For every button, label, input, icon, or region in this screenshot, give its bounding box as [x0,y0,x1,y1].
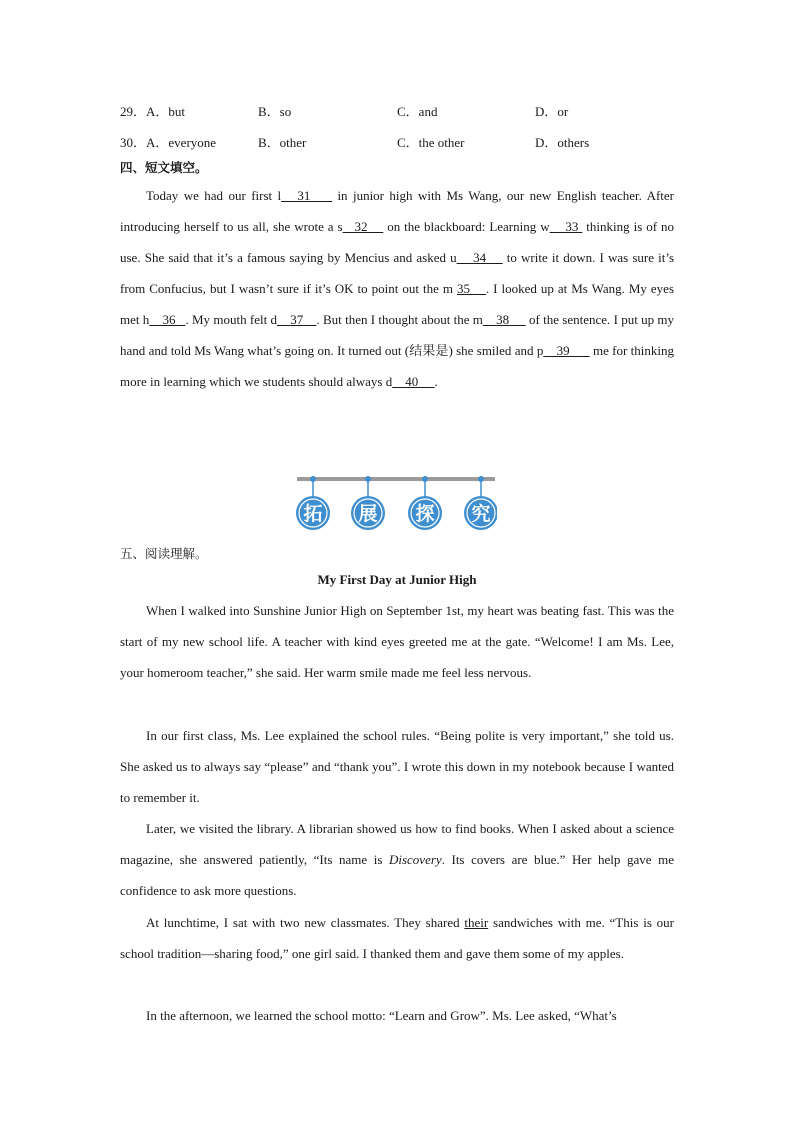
blank-38[interactable] [483,312,526,327]
paragraph-text: Later, we visited the library. A librarian showed us how to find books. When I asked about a science magazine, she answered patiently, “Its name is [120,821,674,867]
option-a[interactable] [120,133,216,153]
section-5-heading: 五、阅读理解。 [120,546,208,561]
paragraph-text: At lunchtime, I sat with two new classmates. They shared [146,915,465,930]
blank-37[interactable] [277,312,316,327]
banner-char: 展 [358,503,378,525]
option-a-text: A．everyone [146,135,217,150]
passage-text: . I looked up at Ms Wang. My eyes met h [120,281,675,327]
blank-number: 34 [473,250,487,265]
cloze-passage [120,180,674,397]
blank-number: 39 [556,343,570,358]
blank-number: 36 [162,312,176,327]
banner-badge-2 [351,476,385,530]
banner-badge-3 [408,476,442,530]
passage-text: thinking is of no use. She said that it’s a famous saying by Mencius and asked u [120,219,675,265]
blank-32[interactable] [343,219,384,234]
reading-paragraph-5: In the afternoon, we learned the school motto: “Learn and Grow”. Ms. Lee asked, “What’s [146,1008,617,1023]
passage-text: on the blackboard: Learning w [383,219,550,234]
blank-number: 33 [565,219,579,234]
underlined-word: their [464,915,489,930]
question-29-options [120,102,680,122]
banner-char: 探 [415,503,435,525]
reading-paragraph-2: In our first class, Ms. Lee explained the school rules. “Being polite is very important,” she told us. She asked us to always say “please” and “thank you”. I wrote this down in my notebook because I wanted to remember it. [120,728,674,805]
reading-paragraph-1: When I walked into Sunshine Junior High on September 1st, my heart was beating fast. This was the start of my new school life. A teacher with kind eyes greeted me at the gate. “Welcome! I am Ms. Lee, your homeroom teacher,” she said. Her warm smile made me feel less nervous. [120,603,674,680]
section-4-heading: 四、短文填空。 [120,160,208,175]
blank-number: 31 [297,188,311,203]
banner-char: 拓 [303,503,323,525]
blank-number: 38 [496,312,510,327]
option-a-text: A．but [146,104,186,119]
blank-35[interactable] [457,281,486,296]
reading-paragraph-4 [120,907,674,969]
passage-text: . [434,374,438,389]
passage-text: . My mouth felt d [185,312,278,327]
passage-text: Today we had our first l [146,188,282,203]
blank-31[interactable] [281,188,332,203]
passage-text: of the sentence. I put up my hand and told Ms Wang what’s going on. It turned out (结果是) she smiled and p [120,312,675,358]
question-number: 30． [120,135,147,150]
option-c[interactable]: C．and [397,104,438,119]
passage-text: me for thinking more in learning which we students should always d [120,343,674,389]
blank-number: 40 [405,374,419,389]
passage-text: to write it down. I was sure it’s from Confucius, but I wasn’t sure if it’s OK to point out the m [120,250,675,296]
extension-banner [295,475,497,531]
banner-char: 究 [471,503,491,525]
option-c[interactable]: C．the other [397,135,465,150]
blank-number: 37 [290,312,304,327]
option-d[interactable]: D．or [535,104,569,119]
passage-title: My First Day at Junior High [317,572,477,587]
question-30-options [120,133,680,153]
paragraph-text: sandwiches with me. “This is our school tradition—sharing food,” one girl said. I thanked them and gave them some of my apples. [120,915,674,961]
option-d[interactable]: D．others [535,135,590,150]
magazine-name: Discovery [388,852,442,867]
banner-badge-1 [296,476,330,530]
passage-text: in junior high with Ms Wang, our new English teacher. After introducing herself to us all, she wrote a s [120,188,675,234]
option-b[interactable]: B．other [258,135,307,150]
reading-paragraph-3 [120,813,674,906]
option-b[interactable]: B．so [258,104,292,119]
paragraph-text: . Its covers are blue.” Her help gave me confidence to ask more questions. [120,852,674,898]
blank-40[interactable] [392,374,434,389]
blank-33[interactable] [550,219,583,234]
banner-badge-4 [464,476,497,530]
blank-number: 35 [456,281,470,296]
blank-number: 32 [354,219,368,234]
option-a[interactable] [120,102,185,122]
blank-36[interactable] [149,312,185,327]
blank-34[interactable] [457,250,503,265]
question-number: 29． [120,104,147,119]
blank-39[interactable] [543,343,589,358]
passage-text: . But then I thought about the m [316,312,483,327]
